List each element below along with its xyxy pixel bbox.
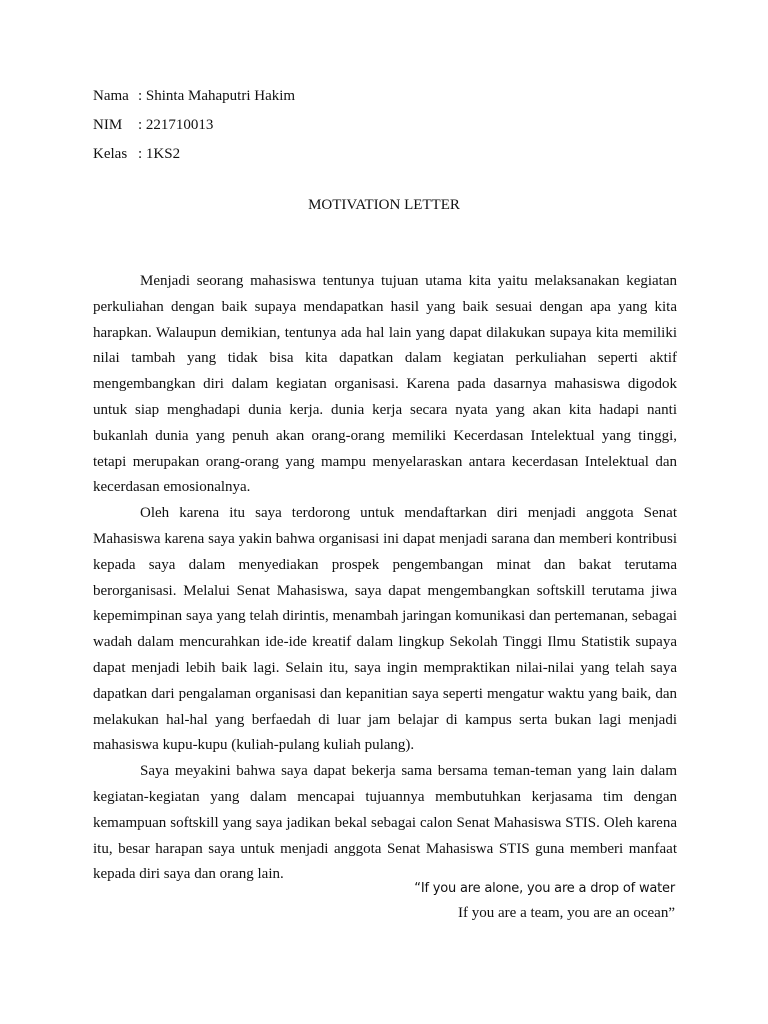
paragraph-3: Saya meyakini bahwa saya dapat bekerja sama bersama teman-teman yang lain dalam kegiatan-kegiatan yang dalam mencapai tujuannya membutuhkan kerjasama tim dengan kemampuan softskill yang saya jadikan bekal sebagai calon Senat Mahasiswa STIS. Oleh karena itu, besar harapan saya untuk menjadi anggota Senat Mahasiswa STIS guna memberi manfaat kepada diri saya dan orang lain.: [93, 763, 677, 883]
name-value: : Shinta Mahaputri Hakim: [138, 88, 296, 104]
paragraph-2: Oleh karena itu saya terdorong untuk mendaftarkan diri menjadi anggota Senat Mahasiswa karena saya yakin bahwa organisasi ini dapat menjadi sarana dan memberi kontribusi kepada saya dalam menyediakan prospek pengembangan minat dan bakat terutama berorganisasi. Melalui Senat Mahasiswa, saya dapat mengembangkan softskill terutama jiwa kepemimpinan saya yang telah dirintis, menambah jaringan komunikasi dan pertemanan, sebagai wadah dalam mencurahkan ide-ide kreatif dalam lingkup Sekolah Tinggi Ilmu Statistik supaya dapat menjadi lebih baik lagi. Selain itu, saya ingin mempraktikan nilai-nilai yang telah saya dapatkan dari pengalaman organisasi dan kepanitian saya seperti mengatur waktu yang baik, dan melakukan hal-hal yang berfaedah di luar jam belajar di kampus serta bukan lagi menjadi mahasiswa kupu-kupu (kuliah-pulang kuliah pulang).: [93, 505, 677, 754]
closing-quote: [414, 876, 675, 926]
nim-label: NIM: [93, 117, 123, 133]
quote-line-1: “If you are alone, you are a drop of water: [414, 881, 675, 896]
class-label: Kelas: [93, 146, 128, 162]
student-info: [93, 86, 295, 173]
name-row: [93, 86, 295, 115]
name-label: Nama: [93, 88, 129, 104]
class-value: : 1KS2: [138, 146, 181, 162]
letter-title: MOTIVATION LETTER: [308, 197, 460, 213]
paragraph-1: Menjadi seorang mahasiswa tentunya tujuan utama kita yaitu melaksanakan kegiatan perkuliahan dengan baik supaya mendapatkan hasil yang baik sesuai dengan apa yang kita harapkan. Walaupun demikian, tentunya ada hal lain yang dapat dilakukan supaya kita memiliki nilai tambah yang tidak bisa kita dapatkan dalam kegiatan perkuliahan seperti aktif mengembangkan diri dalam kegiatan organisasi. Karena pada dasarnya mahasiswa digodok untuk siap menghadapi dunia kerja. dunia kerja secara nyata yang akan kita hadapi nanti bukanlah dunia yang penuh akan orang-orang memiliki Kecerdasan Intelektual yang tinggi, tetapi merupakan orang-orang yang mampu menyelaraskan antara kecerdasan Intelektual dan kecerdasan emosionalnya.: [93, 273, 677, 496]
quote-line-2: If you are a team, you are an ocean”: [458, 905, 675, 921]
letter-body: [93, 269, 677, 888]
class-row: [93, 144, 295, 173]
nim-row: [93, 115, 295, 144]
nim-value: : 221710013: [138, 117, 214, 133]
